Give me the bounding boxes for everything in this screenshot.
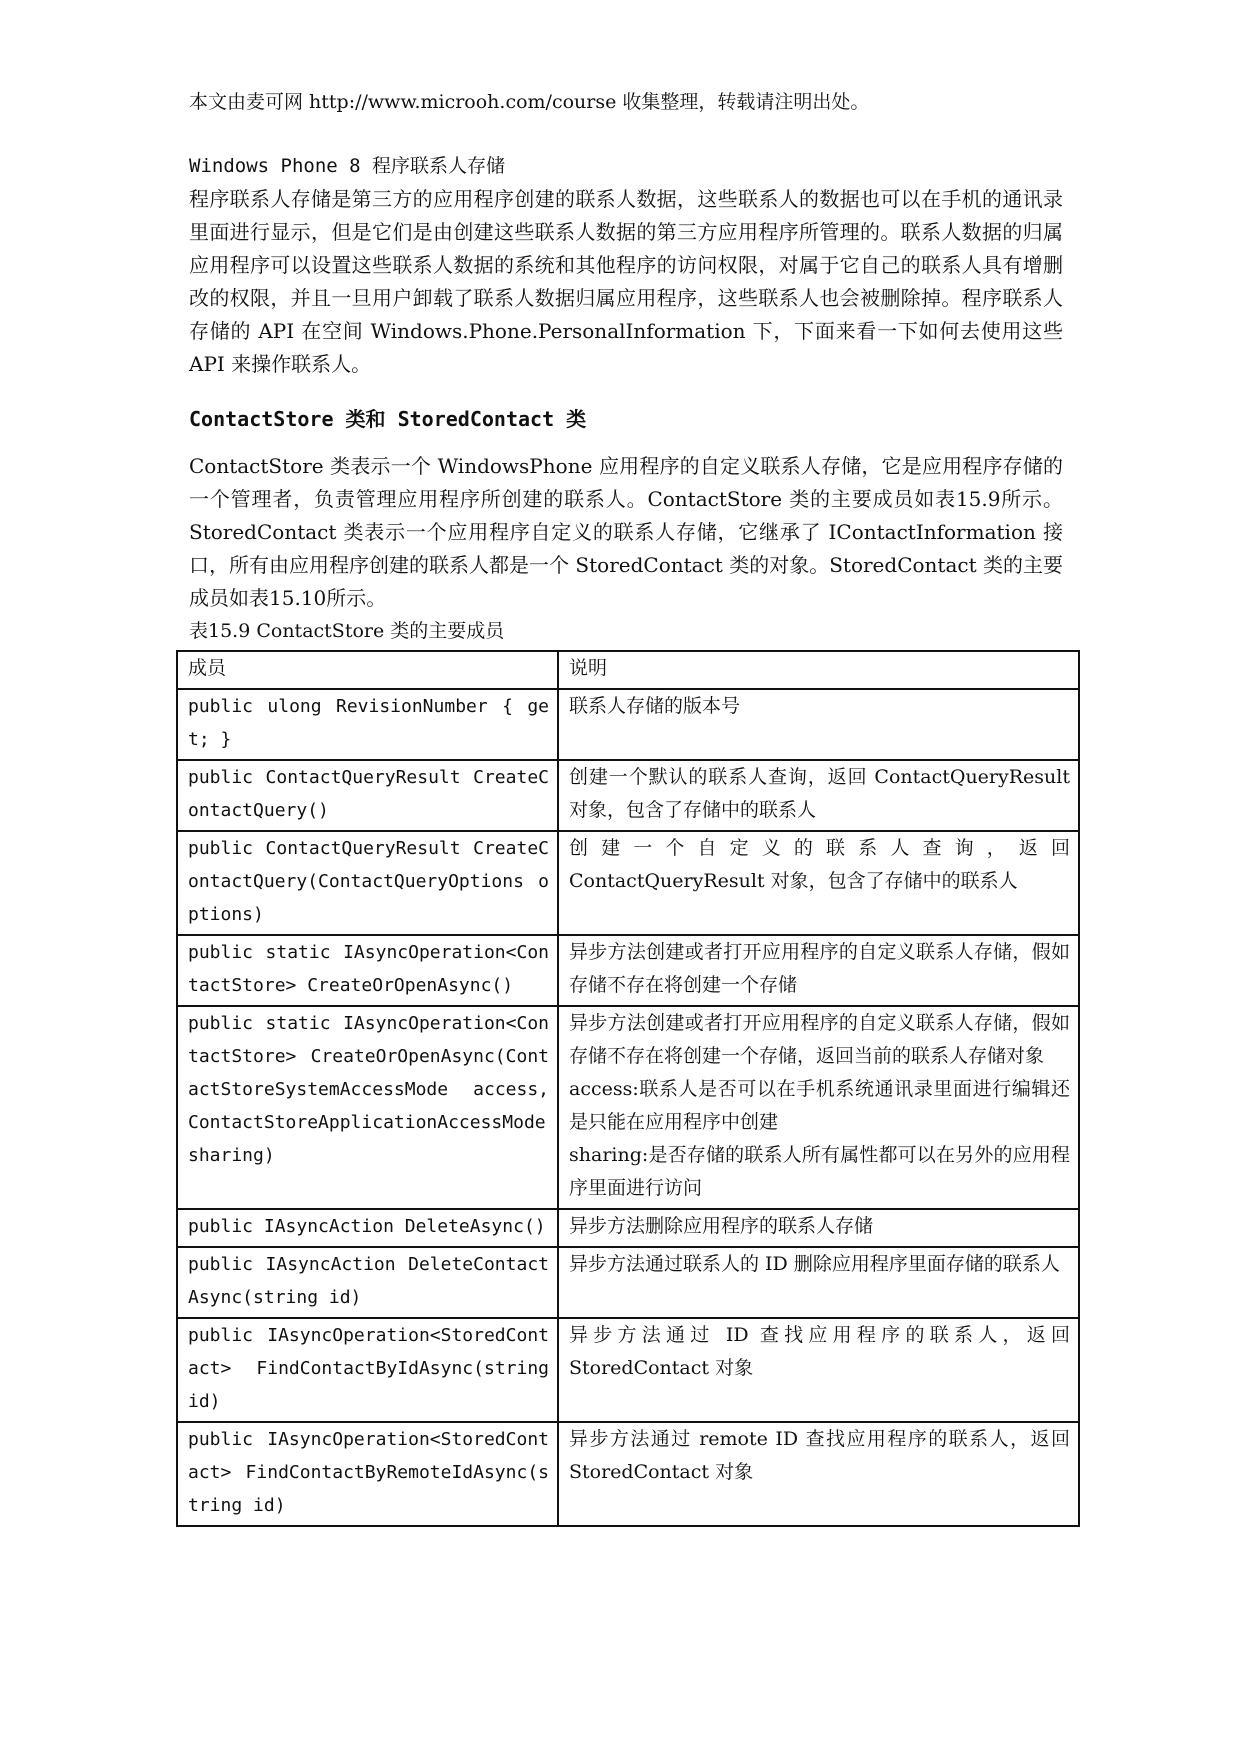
member-cell: public static IAsyncOperation<ContactStore> CreateOrOpenAsync(ContactStoreSystemAccessMode access, ContactStoreApplicationAccessMode sharing) bbox=[177, 1006, 558, 1209]
description-cell bbox=[558, 935, 1079, 1006]
article-body bbox=[189, 150, 1063, 648]
description-line: 创建一个默认的联系人查询，返回 ContactQueryResult 对象，包含了存储中的联系人 bbox=[569, 766, 1070, 821]
description-line: 联系人存储的版本号 bbox=[569, 695, 741, 717]
table-row bbox=[177, 689, 1079, 760]
description-line: 异步方法删除应用程序的联系人存储 bbox=[569, 1215, 874, 1237]
description-cell bbox=[558, 1247, 1079, 1318]
description-cell bbox=[558, 831, 1079, 935]
table-row bbox=[177, 1006, 1079, 1209]
description-cell bbox=[558, 1318, 1079, 1422]
description-line: 异步方法通过 remote ID 查找应用程序的联系人，返回 StoredContact 对象 bbox=[569, 1428, 1070, 1483]
description-cell bbox=[558, 1209, 1079, 1247]
description-line: 创建一个自定义的联系人查询，返回 ContactQueryResult 对象，包含了存储中的联系人 bbox=[569, 837, 1070, 892]
member-cell: public ContactQueryResult CreateContactQuery(ContactQueryOptions options) bbox=[177, 831, 558, 935]
table-header-row bbox=[177, 651, 1079, 689]
member-cell: public IAsyncOperation<StoredContact> FindContactByIdAsync(string id) bbox=[177, 1318, 558, 1422]
table-row bbox=[177, 760, 1079, 831]
member-cell: public IAsyncOperation<StoredContact> FindContactByRemoteIdAsync(string id) bbox=[177, 1422, 558, 1526]
section-heading: ContactStore 类和 StoredContact 类 bbox=[189, 407, 587, 431]
description-cell bbox=[558, 1422, 1079, 1526]
header-description: 说明 bbox=[558, 651, 1079, 689]
description-line-access: access:联系人是否可以在手机系统通讯录里面进行编辑还是只能在应用程序中创建 bbox=[569, 1078, 1070, 1133]
members-table bbox=[176, 650, 1080, 1527]
table-row bbox=[177, 831, 1079, 935]
table-row bbox=[177, 1318, 1079, 1422]
table-caption: 表15.9 ContactStore 类的主要成员 bbox=[189, 620, 505, 642]
member-cell: public IAsyncAction DeleteContactAsync(string id) bbox=[177, 1247, 558, 1318]
description-line: 异步方法创建或者打开应用程序的自定义联系人存储，假如存储不存在将创建一个存储，返回当前的联系人存储对象 bbox=[569, 1012, 1070, 1067]
description-line-sharing: sharing:是否存储的联系人所有属性都可以在另外的应用程序里面进行访问 bbox=[569, 1144, 1070, 1199]
description-cell bbox=[558, 689, 1079, 760]
description-cell bbox=[558, 1006, 1079, 1209]
description-line: 异步方法通过 ID 查找应用程序的联系人，返回 StoredContact 对象 bbox=[569, 1324, 1070, 1379]
intro-paragraph: 程序联系人存储是第三方的应用程序创建的联系人数据，这些联系人的数据也可以在手机的通讯录里面进行显示，但是它们是由创建这些联系人数据的第三方应用程序所管理的。联系人数据的归属应用程序可以设置这些联系人数据的系统和其他程序的访问权限，对属于它自己的联系人具有增删改的权限，并且一旦用户卸载了联系人数据归属应用程序，这些联系人也会被删除掉。程序联系人存储的 API 在空间 Windows.Phone.PersonalInformation 下，下面来看一下如何去使用这些 API 来操作联系人。 bbox=[189, 187, 1063, 376]
table-row bbox=[177, 1209, 1079, 1247]
member-cell: public static IAsyncOperation<ContactStore> CreateOrOpenAsync() bbox=[177, 935, 558, 1006]
header-member: 成员 bbox=[177, 651, 558, 689]
table-row bbox=[177, 935, 1079, 1006]
document-title: Windows Phone 8 程序联系人存储 bbox=[189, 155, 506, 177]
section-description: ContactStore 类表示一个 WindowsPhone 应用程序的自定义联系人存储，它是应用程序存储的一个管理者，负责管理应用程序所创建的联系人。ContactStore 类的主要成员如表15.9所示。StoredContact 类表示一个应用程序自定义的联系人存储，它继承了 IContactInformation 接口，所有由应用程序创建的联系人都是一个 StoredContact 类的对象。StoredContact 类的主要成员如表15.10所示。 bbox=[189, 454, 1063, 610]
description-cell bbox=[558, 760, 1079, 831]
description-line: 异步方法通过联系人的 ID 删除应用程序里面存储的联系人 bbox=[569, 1253, 1060, 1275]
table-row bbox=[177, 1247, 1079, 1318]
description-line: 异步方法创建或者打开应用程序的自定义联系人存储，假如存储不存在将创建一个存储 bbox=[569, 941, 1070, 996]
member-cell: public ulong RevisionNumber { get; } bbox=[177, 689, 558, 760]
source-note: 本文由麦可网 http://www.microoh.com/course 收集整理，转载请注明出处。 bbox=[189, 91, 870, 113]
table-row bbox=[177, 1422, 1079, 1526]
member-cell: public IAsyncAction DeleteAsync() bbox=[177, 1209, 558, 1247]
member-cell: public ContactQueryResult CreateContactQuery() bbox=[177, 760, 558, 831]
